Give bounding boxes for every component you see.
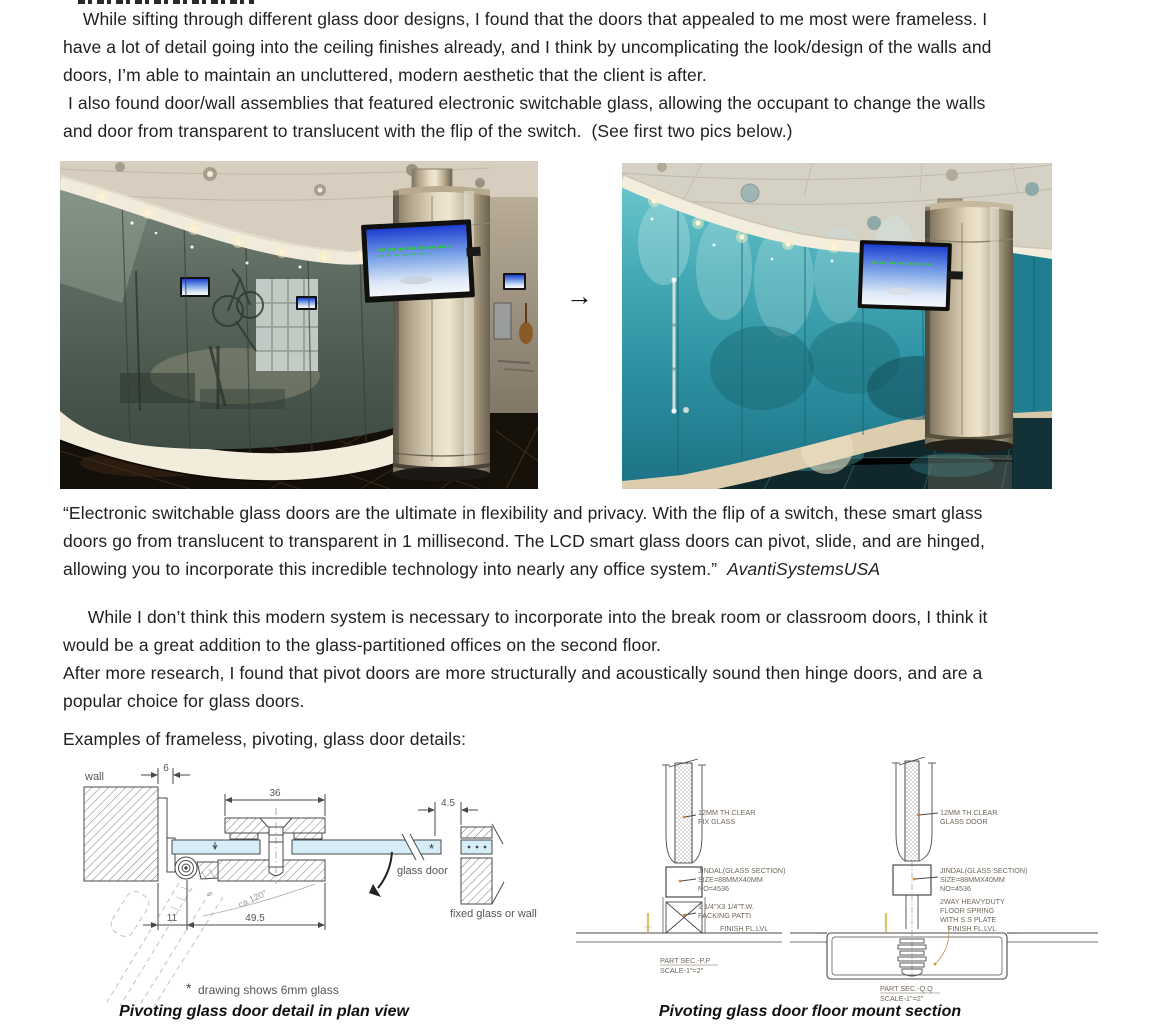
- svg-text:FINISH FL.LVL: FINISH FL.LVL: [948, 924, 997, 933]
- photo2-tv-screen: [862, 244, 948, 307]
- text-line: doors go from translucent to transparent in 1 millisecond. The LCD smart glass doors can pivot, slide, and are hinged,: [63, 531, 985, 551]
- dimension-11-49-5: [143, 880, 325, 930]
- photo2-right-glass: [1013, 253, 1052, 489]
- svg-text:12MM TH.CLEAR: 12MM TH.CLEAR: [940, 808, 998, 817]
- text-line: doors, I’m able to maintain an uncluttered, modern aesthetic that the client is after.: [63, 65, 707, 85]
- glass-door-label: glass door: [397, 865, 448, 877]
- text-line: While sifting through different glass door designs, I found that the doors that appealed to me most were frameless. I: [63, 9, 988, 29]
- photo2-column: [924, 199, 1014, 453]
- footnote-text: drawing shows 6mm glass: [198, 983, 339, 997]
- svg-text:NO=4536: NO=4536: [940, 884, 971, 893]
- quote-attribution: AvantiSystemsUSA: [727, 559, 881, 579]
- svg-text:PART SEC.-Q.Q: PART SEC.-Q.Q: [880, 984, 933, 993]
- section-qq: [790, 757, 1098, 1003]
- dimension-6: [141, 763, 190, 784]
- photo1-right-interior: [490, 161, 538, 489]
- swing-angle-label: ca.120°: [236, 887, 269, 910]
- svg-text:FINISH FL.LVL: FINISH FL.LVL: [720, 924, 769, 933]
- photo-transparent-glass-wall: [60, 161, 538, 489]
- text-line: While I don’t think this modern system is necessary to incorporate into the break room or classroom doors, I think it: [63, 607, 988, 627]
- svg-text:12MM TH.CLEAR: 12MM TH.CLEAR: [698, 808, 756, 817]
- photo1-tv-screen: [366, 224, 469, 296]
- text-line: [63, 555, 1123, 583]
- quote-paragraph: [63, 499, 1123, 583]
- svg-text:4.5: 4.5: [441, 798, 455, 809]
- photo1-column: [392, 169, 490, 481]
- svg-text:11: 11: [166, 913, 178, 924]
- floor-spring-housing: [827, 933, 1007, 979]
- section-drawing-caption: Pivoting glass door floor mount section: [658, 1003, 962, 1020]
- glass-star: *: [429, 841, 435, 856]
- glass-thickness-label: 5: [205, 891, 213, 898]
- intro-paragraph: [63, 5, 1123, 145]
- photo-translucent-glass-wall: [622, 163, 1052, 489]
- svg-text:FLOOR SPRING: FLOOR SPRING: [940, 906, 995, 915]
- text-line: popular choice for glass doors.: [63, 691, 305, 711]
- fixed-glass-label: fixed glass or wall: [450, 908, 537, 920]
- svg-text:SIZE=88MMX40MM: SIZE=88MMX40MM: [940, 875, 1005, 884]
- text-line: would be a great addition to the glass-partitioned offices on the second floor.: [63, 635, 662, 655]
- footnote-star: *: [186, 980, 192, 996]
- cropped-text-artifact: [78, 0, 254, 4]
- svg-text:SCALE-1"=2": SCALE-1"=2": [880, 994, 924, 1003]
- dimension-36: [225, 788, 325, 816]
- svg-text:FIX GLASS: FIX GLASS: [698, 817, 736, 826]
- text-line: and door from transparent to translucent with the flip of the switch. (See first two pics below.): [63, 121, 793, 141]
- text-line: After more research, I found that pivot doors are more structurally and acoustically sound then hinge doors, and are a: [63, 663, 983, 683]
- plan-drawing: [55, 756, 560, 1006]
- plan-drawing-caption: Pivoting glass door detail in plan view: [119, 1003, 409, 1020]
- text-line: have a lot of detail going into the ceiling finishes already, and I think by uncomplicating the look/design of the walls and: [63, 37, 992, 57]
- body-paragraph: [63, 603, 1123, 715]
- svg-text:JINDAL(GLASS SECTION): JINDAL(GLASS SECTION): [940, 866, 1028, 875]
- text-line: I also found door/wall assemblies that featured electronic switchable glass, allowing the occupant to change the walls: [63, 93, 986, 113]
- text-line: “Electronic switchable glass doors are the ultimate in flexibility and privacy. With the flip of a switch, these smart glass: [63, 503, 983, 523]
- photo1-tv: [361, 219, 483, 303]
- svg-text:1 1/4"X3 1/4"T.W.: 1 1/4"X3 1/4"T.W.: [698, 902, 754, 911]
- svg-text:PACKING PATTI: PACKING PATTI: [698, 911, 752, 920]
- svg-text:49.5: 49.5: [245, 913, 265, 924]
- fixed-glass-block: [461, 824, 504, 904]
- svg-text:NO=4536: NO=4536: [698, 884, 729, 893]
- quote-text: allowing you to incorporate this incredible technology into nearly any office system.”: [63, 559, 728, 579]
- wall-label: wall: [85, 771, 104, 783]
- svg-text:SIZE=88MMX40MM: SIZE=88MMX40MM: [698, 875, 763, 884]
- svg-text:PART SEC.-P.P: PART SEC.-P.P: [660, 956, 711, 965]
- svg-text:WITH S.S PLATE: WITH S.S PLATE: [940, 915, 997, 924]
- section-drawing: [568, 757, 1158, 1007]
- svg-text:36: 36: [269, 788, 281, 799]
- transition-arrow: →: [566, 281, 593, 311]
- svg-text:GLASS DOOR: GLASS DOOR: [940, 817, 988, 826]
- svg-text:2WAY HEAVYDUTY: 2WAY HEAVYDUTY: [940, 897, 1005, 906]
- svg-text:SCALE-1"=2": SCALE-1"=2": [660, 966, 704, 975]
- section-pp: [576, 759, 785, 975]
- photo2-tv: [858, 240, 964, 312]
- examples-heading: Examples of frameless, pivoting, glass door details:: [63, 729, 467, 749]
- wall-hatch: [84, 787, 158, 881]
- svg-text:JINDAL(GLASS SECTION): JINDAL(GLASS SECTION): [698, 866, 786, 875]
- svg-text:6: 6: [163, 763, 169, 774]
